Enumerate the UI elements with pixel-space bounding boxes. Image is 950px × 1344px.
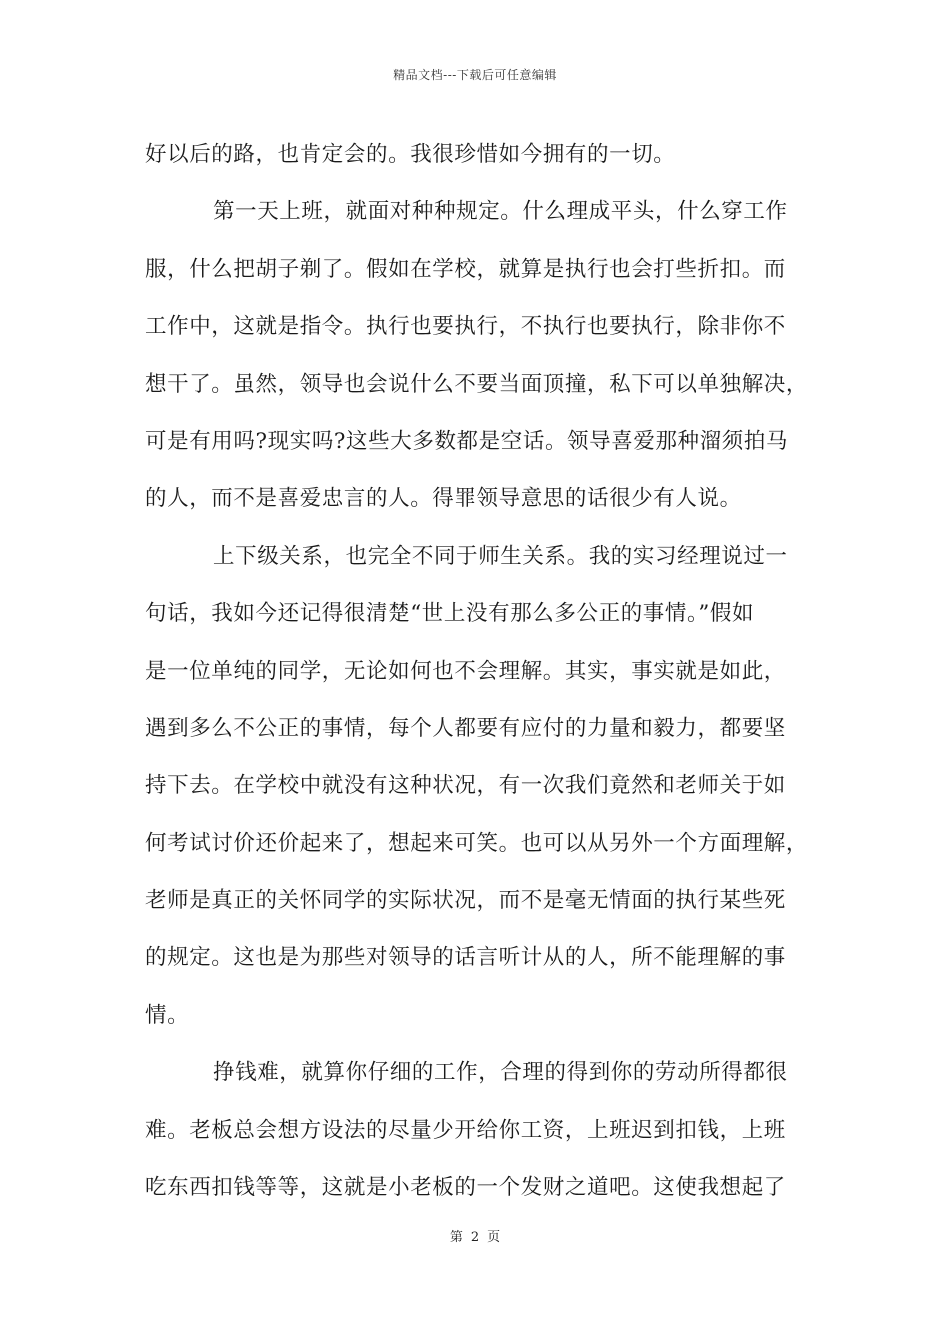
text-line: 持下去。在学校中就没有这种状况，有一次我们竟然和老师关于如 xyxy=(145,773,786,799)
text-line: 好以后的路，也肯定会的。我很珍惜如今拥有的一切。 xyxy=(145,142,676,167)
text-line: 工作中，这就是指令。执行也要执行，不执行也要执行，除非你不 xyxy=(145,314,786,340)
text-line-paragraph-start: 上下级关系，也完全不同于师生关系。我的实习经理说过一 xyxy=(213,543,788,569)
text-line: 句话，我如今还记得很清楚“世上没有那么多公正的事情。”假如 xyxy=(145,601,755,627)
text-line: 老师是真正的关怀同学的实际状况，而不是毫无情面的执行某些死 xyxy=(145,888,786,914)
text-line: 吃东西扣钱等等，这就是小老板的一个发财之道吧。这使我想起了 xyxy=(145,1175,786,1201)
page-label-suffix: 页 xyxy=(487,1230,501,1245)
page-number: 2 xyxy=(470,1230,480,1245)
text-line-paragraph-start: 挣钱难，就算你仔细的工作，合理的得到你的劳动所得都很 xyxy=(213,1060,788,1086)
text-line: 何考试讨价还价起来了，想起来可笑。也可以从另外一个方面理解， xyxy=(145,830,809,856)
text-line: 的人，而不是喜爱忠言的人。得罪领导意思的话很少有人说。 xyxy=(145,486,742,512)
text-line: 想干了。虽然，领导也会说什么不要当面顶撞，私下可以单独解决， xyxy=(145,371,809,397)
text-line: 的规定。这也是为那些对领导的话言听计从的人，所不能理解的事 xyxy=(145,945,786,971)
page-label-prefix: 第 xyxy=(449,1230,463,1245)
text-line: 可是有用吗?现实吗?这些大多数都是空话。领导喜爱那种溜须拍马 xyxy=(145,428,789,454)
text-line: 服，什么把胡子剃了。假如在学校，就算是执行也会打些折扣。而 xyxy=(145,256,786,282)
page-header: 精品文档---下载后可任意编辑 xyxy=(393,68,557,82)
text-line: 情。 xyxy=(145,1002,190,1028)
text-line: 遇到多么不公正的事情，每个人都要有应付的力量和毅力，都要坚 xyxy=(145,715,786,741)
text-line: 是一位单纯的同学，无论如何也不会理解。其实，事实就是如此， xyxy=(145,658,786,684)
text-line: 难。老板总会想方设法的尽量少开给你工资，上班迟到扣钱，上班 xyxy=(145,1117,786,1143)
document-body xyxy=(145,126,825,1216)
page-footer xyxy=(0,1226,950,1245)
text-line-paragraph-start: 第一天上班，就面对种种规定。什么理成平头，什么穿工作 xyxy=(213,199,788,225)
